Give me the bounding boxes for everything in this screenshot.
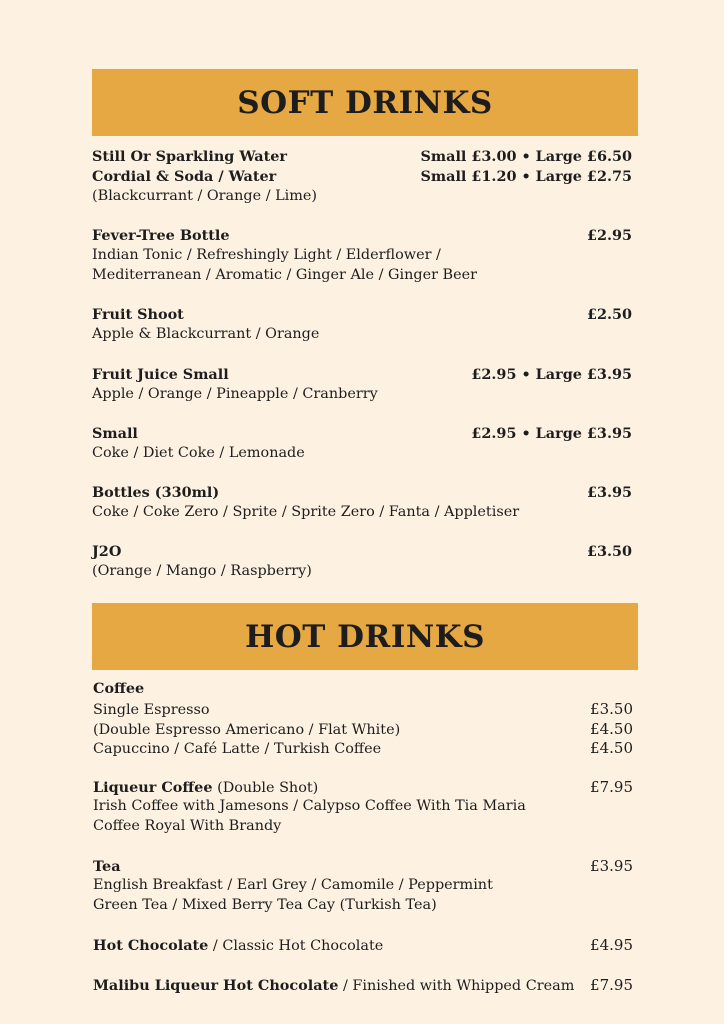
soft-drinks-banner xyxy=(92,69,638,136)
list-item xyxy=(92,306,632,346)
item-name: Fever-Tree Bottle xyxy=(92,227,230,244)
item-name: Tea xyxy=(93,858,121,875)
item-description: Single Espresso xyxy=(93,701,210,718)
soft-drinks-heading: SOFT DRINKS xyxy=(237,84,493,121)
list-item xyxy=(92,543,632,583)
hot-chocolate-item xyxy=(93,936,633,956)
item-price: £3.50 xyxy=(590,699,633,718)
item-price: £2.95 • Large £3.95 xyxy=(471,425,632,442)
item-note: (Double Shot) xyxy=(212,780,319,796)
hot-drinks-heading: HOT DRINKS xyxy=(245,618,485,655)
item-name: Bottles (330ml) xyxy=(92,484,220,501)
item-description: (Orange / Mango / Raspberry) xyxy=(92,562,312,579)
item-description: Irish Coffee with Jamesons / Calypso Coffee With Tia Maria xyxy=(93,797,526,814)
item-price: £7.95 xyxy=(590,976,633,994)
item-description: Green Tea / Mixed Berry Tea Cay (Turkish Tea) xyxy=(93,896,437,913)
item-name: Liqueur Coffee xyxy=(93,779,213,796)
liqueur-coffee-section xyxy=(93,778,633,837)
malibu-hot-chocolate-item xyxy=(93,976,633,996)
item-description: Apple / Orange / Pineapple / Cranberry xyxy=(92,385,378,402)
item-price: £4.50 xyxy=(590,719,633,738)
item-price: Small £1.20 • Large £2.75 xyxy=(420,167,632,185)
item-price: £3.50 xyxy=(586,543,632,560)
coffee-section xyxy=(93,680,633,759)
item-price: £2.95 xyxy=(586,227,632,244)
item-description: Indian Tonic / Refreshingly Light / Elderflower / xyxy=(92,246,441,263)
item-note: / Classic Hot Chocolate xyxy=(208,938,384,954)
item-description: Capuccino / Café Latte / Turkish Coffee xyxy=(93,741,382,758)
item-name: Small xyxy=(92,425,138,442)
item-price: £4.95 xyxy=(590,936,633,954)
soft-drinks-section xyxy=(92,227,632,286)
item-price: £2.50 xyxy=(586,306,632,323)
list-item xyxy=(92,484,632,524)
item-price: £7.95 xyxy=(590,778,633,796)
item-price: £2.95 • Large £3.95 xyxy=(471,366,632,383)
item-description: Coke / Diet Coke / Lemonade xyxy=(92,444,305,461)
item-name: Fruit Juice Small xyxy=(92,366,229,383)
item-description: Mediterranean / Aromatic / Ginger Ale / Ginger Beer xyxy=(92,266,478,283)
item-price: £3.95 xyxy=(586,484,632,501)
item-name: Cordial & Soda / Water xyxy=(92,167,277,185)
tea-section xyxy=(93,857,633,916)
item-name: Hot Chocolate xyxy=(93,937,209,954)
item-name: Fruit Shoot xyxy=(92,306,184,323)
item-description: (Double Espresso Americano / Flat White) xyxy=(93,721,401,738)
item-name: Coffee xyxy=(93,680,145,697)
item-name: J2O xyxy=(92,543,122,560)
hot-drinks-banner xyxy=(92,603,638,670)
item-description: English Breakfast / Earl Grey / Camomile / Peppermint xyxy=(93,876,493,893)
list-item xyxy=(92,148,632,207)
item-description: (Blackcurrant / Orange / Lime) xyxy=(92,187,318,204)
item-name: Still Or Sparkling Water xyxy=(92,148,287,165)
item-price: £3.95 xyxy=(590,857,633,875)
item-description: Coffee Royal With Brandy xyxy=(93,817,282,834)
list-item xyxy=(92,227,632,286)
item-description: Apple & Blackcurrant / Orange xyxy=(92,325,320,342)
item-description: Coke / Coke Zero / Sprite / Sprite Zero / Fanta / Appletiser xyxy=(92,503,520,520)
item-price: £4.50 xyxy=(590,739,633,758)
item-price: Small £3.00 • Large £6.50 xyxy=(420,148,632,165)
item-note: / Finished with Whipped Cream xyxy=(338,978,575,994)
list-item xyxy=(92,425,632,465)
item-name: Malibu Liqueur Hot Chocolate xyxy=(93,977,339,994)
soft-drinks-section xyxy=(92,148,632,207)
list-item xyxy=(92,366,632,406)
